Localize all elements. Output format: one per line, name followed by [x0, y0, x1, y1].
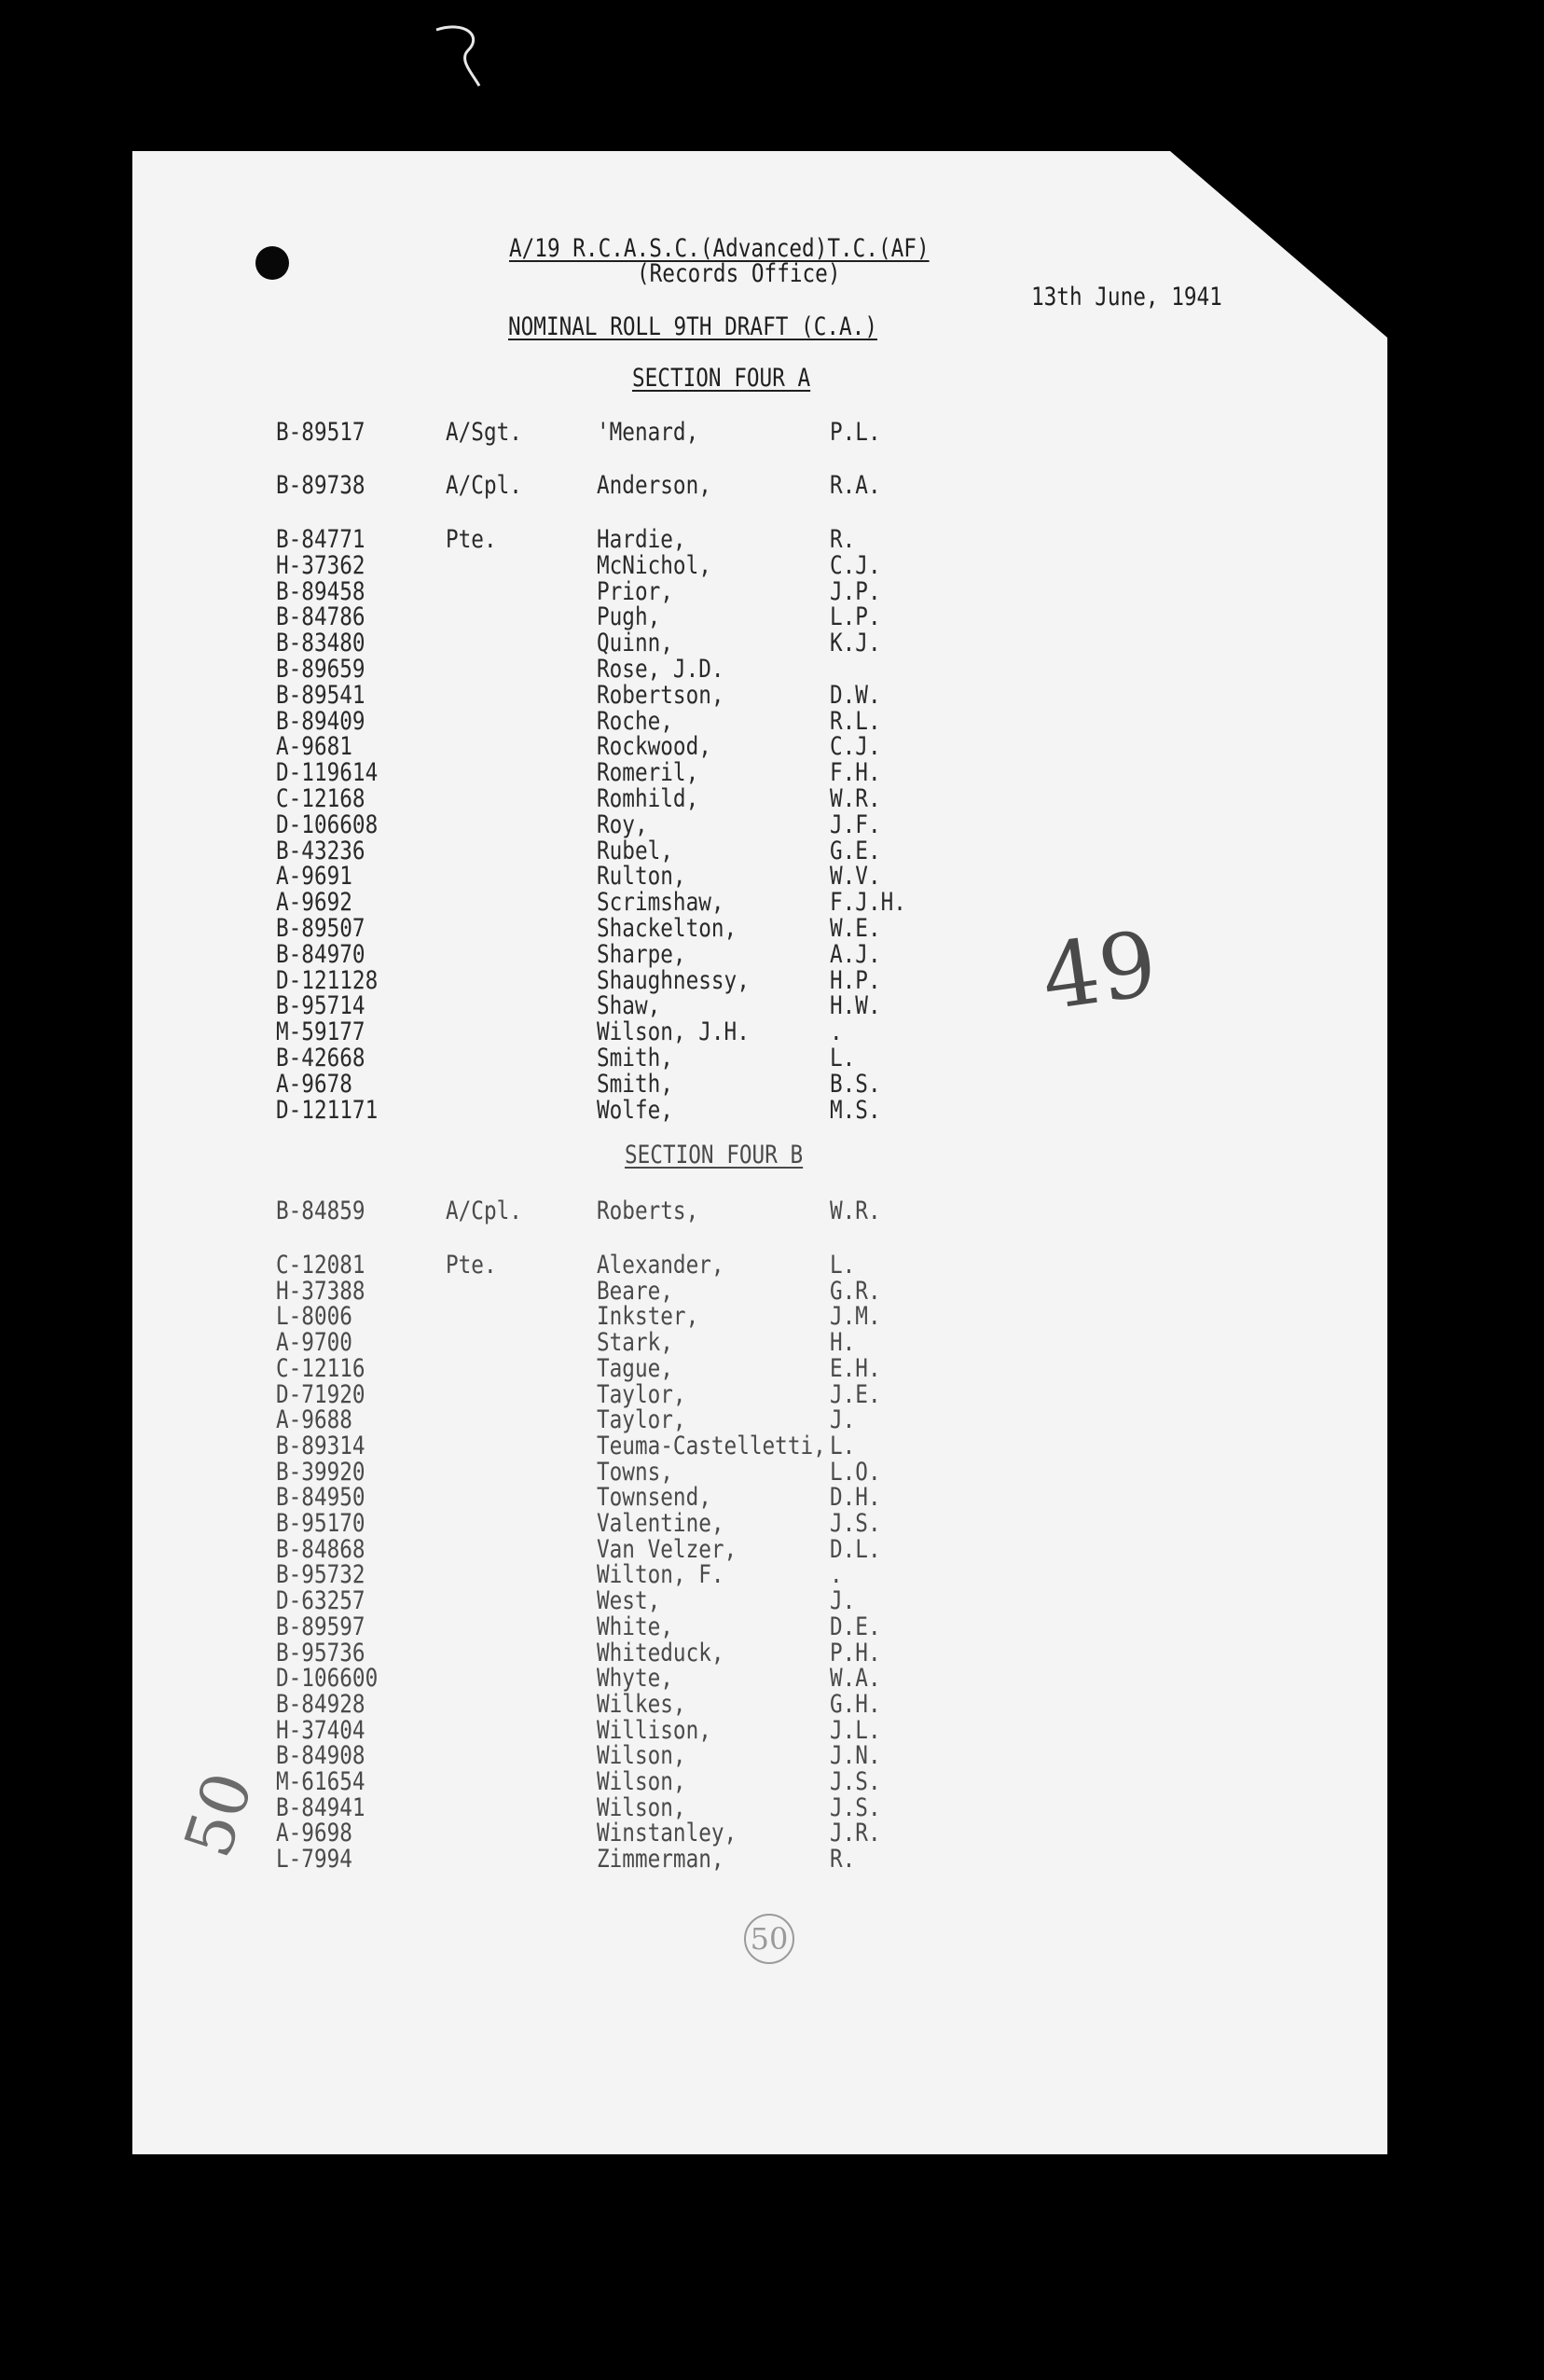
initials: G.E.	[830, 836, 881, 865]
punch-hole	[255, 246, 289, 280]
initials: L.P.	[830, 602, 881, 632]
roll-title: NOMINAL ROLL 9TH DRAFT (C.A.)	[508, 312, 877, 341]
initials: D.E.	[830, 1612, 881, 1641]
initials: R.L.	[830, 706, 881, 736]
service-number: M-59177	[276, 1017, 365, 1047]
surname: Roy,	[597, 809, 648, 839]
service-number: A-9698	[276, 1819, 352, 1848]
surname: Prior,	[597, 576, 673, 606]
surname: Shaw,	[597, 991, 661, 1021]
initials: D.L.	[830, 1534, 881, 1564]
initials: J.P.	[830, 576, 881, 606]
initials: H.W.	[830, 991, 881, 1021]
service-number: B-84928	[276, 1689, 365, 1719]
surname: Inkster,	[597, 1302, 699, 1332]
service-number: H-37362	[276, 550, 365, 580]
surname: Rulton,	[597, 862, 686, 892]
surname: 'Menard,	[597, 418, 699, 447]
service-number: B-43236	[276, 836, 365, 865]
service-number: B-95714	[276, 991, 365, 1021]
rank: A/Cpl.	[446, 1197, 522, 1225]
surname: Whiteduck,	[597, 1638, 724, 1667]
service-number: H-37388	[276, 1276, 365, 1306]
rank: Pte.	[446, 1251, 497, 1280]
service-number: A-9700	[276, 1328, 352, 1358]
unit-title: A/19 R.C.A.S.C.(Advanced)T.C.(AF)	[509, 234, 930, 263]
initials: J.N.	[830, 1741, 881, 1771]
service-number: C-12116	[276, 1353, 365, 1383]
surname: White,	[597, 1612, 673, 1641]
service-number: D-121171	[276, 1095, 379, 1125]
service-number: D-106600	[276, 1664, 379, 1694]
surname: Shackelton,	[597, 914, 738, 943]
surname: Romeril,	[597, 758, 699, 788]
service-number: B-89659	[276, 655, 365, 684]
initials: W.A.	[830, 1664, 881, 1694]
initials: E.H.	[830, 1353, 881, 1383]
service-number: B-42668	[276, 1044, 365, 1072]
surname: Smith,	[597, 1044, 673, 1072]
surname: Wilton, F.	[597, 1560, 724, 1590]
service-number: B-95736	[276, 1638, 365, 1667]
service-number: B-84859	[276, 1197, 365, 1225]
service-number: B-89314	[276, 1431, 365, 1460]
surname: Romhild,	[597, 784, 699, 813]
surname: Wilson, J.H.	[597, 1017, 750, 1047]
surname: Taylor,	[597, 1379, 686, 1409]
service-number: A-9678	[276, 1069, 352, 1099]
surname: Rubel,	[597, 836, 673, 865]
initials: H.	[830, 1328, 856, 1358]
service-number: A-9692	[276, 888, 352, 918]
service-number: A-9691	[276, 862, 352, 892]
initials: R.A.	[830, 471, 881, 500]
surname: Teuma-Castelletti,	[597, 1431, 826, 1460]
surname: Wilson,	[597, 1792, 686, 1822]
initials: J.	[830, 1405, 856, 1435]
surname: Stark,	[597, 1328, 673, 1358]
initials: F.H.	[830, 758, 881, 788]
service-number: D-63257	[276, 1586, 365, 1616]
service-number: B-89541	[276, 680, 365, 710]
service-number: B-89517	[276, 418, 365, 447]
surname: Scrimshaw,	[597, 888, 724, 918]
surname: Shaughnessy,	[597, 965, 750, 995]
service-number: B-95732	[276, 1560, 365, 1590]
surname: Wilson,	[597, 1741, 686, 1771]
service-number: B-84950	[276, 1483, 365, 1513]
initials: C.J.	[830, 732, 881, 762]
surname: Pugh,	[597, 602, 661, 632]
surname: Smith,	[597, 1069, 673, 1099]
initials: J.	[830, 1586, 856, 1616]
service-number: B-84970	[276, 939, 365, 969]
initials: A.J.	[830, 939, 881, 969]
service-number: B-83480	[276, 629, 365, 658]
surname: Zimmerman,	[597, 1845, 724, 1875]
service-number: D-121128	[276, 965, 379, 995]
initials: W.R.	[830, 1197, 881, 1225]
initials: W.R.	[830, 784, 881, 813]
surname: West,	[597, 1586, 661, 1616]
service-number: D-71920	[276, 1379, 365, 1409]
handwritten-margin-note: 49	[1035, 911, 1164, 1031]
surname: Towns,	[597, 1457, 673, 1487]
service-number: B-84868	[276, 1534, 365, 1564]
service-number: B-84941	[276, 1792, 365, 1822]
service-number: L-8006	[276, 1302, 352, 1332]
surname: Willison,	[597, 1715, 711, 1745]
initials: J.S.	[830, 1509, 881, 1538]
initials: R.	[830, 1845, 856, 1875]
circled-page-number: 50	[744, 1914, 794, 1964]
section-a-title: SECTION FOUR A	[632, 364, 811, 393]
initials: L.	[830, 1251, 856, 1280]
initials: P.L.	[830, 418, 881, 447]
service-number: B-84786	[276, 602, 365, 632]
surname: Winstanley,	[597, 1819, 738, 1848]
surname: Sharpe,	[597, 939, 686, 969]
initials: J.E.	[830, 1379, 881, 1409]
initials: C.J.	[830, 550, 881, 580]
rank: A/Sgt.	[446, 418, 522, 447]
initials: J.S.	[830, 1767, 881, 1796]
surname: Taylor,	[597, 1405, 686, 1435]
initials: J.L.	[830, 1715, 881, 1745]
handwritten-page-number: 50	[169, 1763, 269, 1867]
surname: Quinn,	[597, 629, 673, 658]
service-number: B-89738	[276, 471, 365, 500]
initials: L.	[830, 1431, 856, 1460]
initials: .	[830, 1017, 843, 1047]
surname: Roche,	[597, 706, 673, 736]
surname: Tague,	[597, 1353, 673, 1383]
service-number: L-7994	[276, 1845, 352, 1875]
service-number: B-84908	[276, 1741, 365, 1771]
rank: Pte.	[446, 525, 497, 554]
initials: J.S.	[830, 1792, 881, 1822]
surname: Roberts,	[597, 1197, 699, 1225]
initials: M.S.	[830, 1095, 881, 1125]
surname: Wilson,	[597, 1767, 686, 1796]
service-number: B-89507	[276, 914, 365, 943]
surname: Valentine,	[597, 1509, 724, 1538]
service-number: B-89458	[276, 576, 365, 606]
surname: Van Velzer,	[597, 1534, 738, 1564]
surname: Wilkes,	[597, 1689, 686, 1719]
initials: W.V.	[830, 862, 881, 892]
service-number: B-89597	[276, 1612, 365, 1641]
initials: .	[830, 1560, 843, 1590]
service-number: H-37404	[276, 1715, 365, 1745]
document-date: 13th June, 1941	[1031, 283, 1222, 311]
initials: G.R.	[830, 1276, 881, 1306]
surname: Whyte,	[597, 1664, 673, 1694]
initials: B.S.	[830, 1069, 881, 1099]
surname: Wolfe,	[597, 1095, 673, 1125]
surname: Alexander,	[597, 1251, 724, 1280]
service-number: A-9688	[276, 1405, 352, 1435]
initials: L.	[830, 1044, 856, 1072]
service-number: C-12168	[276, 784, 365, 813]
surname: Rockwood,	[597, 732, 711, 762]
service-number: B-39920	[276, 1457, 365, 1487]
service-number: B-95170	[276, 1509, 365, 1538]
service-number: D-119614	[276, 758, 379, 788]
service-number: B-89409	[276, 706, 365, 736]
surname: McNichol,	[597, 550, 711, 580]
surname: Anderson,	[597, 471, 711, 500]
service-number: C-12081	[276, 1251, 365, 1280]
section-b-title: SECTION FOUR B	[625, 1141, 804, 1169]
initials: G.H.	[830, 1689, 881, 1719]
service-number: B-84771	[276, 525, 365, 554]
paper-fiber-mark	[427, 19, 511, 103]
service-number: M-61654	[276, 1767, 365, 1796]
surname: Beare,	[597, 1276, 673, 1306]
service-number: A-9681	[276, 732, 352, 762]
office-subtitle: (Records Office)	[637, 259, 841, 288]
initials: P.H.	[830, 1638, 881, 1667]
initials: L.O.	[830, 1457, 881, 1487]
surname: Hardie,	[597, 525, 686, 554]
initials: J.F.	[830, 809, 881, 839]
initials: F.J.H.	[830, 888, 906, 918]
initials: D.W.	[830, 680, 881, 710]
initials: J.R.	[830, 1819, 881, 1848]
service-number: D-106608	[276, 809, 379, 839]
initials: K.J.	[830, 629, 881, 658]
surname: Townsend,	[597, 1483, 711, 1513]
initials: D.H.	[830, 1483, 881, 1513]
initials: J.M.	[830, 1302, 881, 1332]
initials: W.E.	[830, 914, 881, 943]
surname: Rose, J.D.	[597, 655, 724, 684]
initials: R.	[830, 525, 856, 554]
surname: Robertson,	[597, 680, 724, 710]
rank: A/Cpl.	[446, 471, 522, 500]
initials: H.P.	[830, 965, 881, 995]
